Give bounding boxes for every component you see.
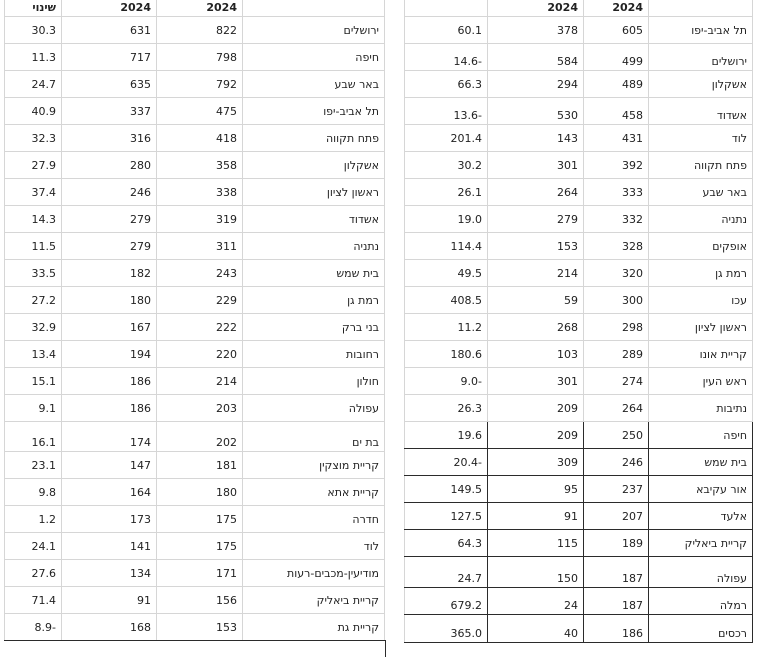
city-name-cell: קריית אונו xyxy=(649,341,753,367)
value-cell: 320 xyxy=(584,260,649,286)
table-row xyxy=(404,125,753,152)
change-cell: 23.1 xyxy=(4,452,62,478)
city-name-cell: לוד xyxy=(243,533,385,559)
value-cell: 141 xyxy=(62,533,157,559)
table-row xyxy=(404,368,753,395)
change-cell: 27.9 xyxy=(4,152,62,178)
value-cell: 156 xyxy=(157,587,243,613)
left-data-table xyxy=(4,0,385,641)
header-cell: 2024 xyxy=(62,0,157,16)
change-cell: 27.2 xyxy=(4,287,62,313)
table-row xyxy=(404,503,753,530)
table-row xyxy=(4,44,385,71)
city-name-cell: בית שמש xyxy=(649,449,753,475)
city-name-cell: ראשון לציון xyxy=(649,314,753,340)
city-name-cell: חיפה xyxy=(649,422,753,448)
table-row xyxy=(4,479,385,506)
header-cell: 2024 xyxy=(584,0,649,16)
change-cell: 30.3 xyxy=(4,17,62,43)
value-cell: 717 xyxy=(62,44,157,70)
value-cell: 207 xyxy=(584,503,649,529)
left-table-side-border xyxy=(385,640,386,657)
table-row xyxy=(404,287,753,314)
city-name-cell: אור עקיבא xyxy=(649,476,753,502)
table-row xyxy=(404,17,753,44)
value-cell: 309 xyxy=(488,449,584,475)
value-cell: 246 xyxy=(62,179,157,205)
table-row xyxy=(404,179,753,206)
value-cell: 180 xyxy=(62,287,157,313)
value-cell: 220 xyxy=(157,341,243,367)
city-name-cell: קריית ביאליק xyxy=(243,587,385,613)
city-name-cell: קריית גת xyxy=(243,614,385,640)
value-cell: 489 xyxy=(584,71,649,97)
city-name-cell: תל אביב-יפו xyxy=(243,98,385,124)
header-cell xyxy=(243,0,385,16)
table-row xyxy=(4,422,385,452)
change-cell: 408.5 xyxy=(404,287,488,313)
city-name-cell: בת ים xyxy=(243,422,385,451)
value-cell: 203 xyxy=(157,395,243,421)
change-cell: 9.0- xyxy=(404,368,488,394)
city-name-cell: אשדוד xyxy=(243,206,385,232)
value-cell: 338 xyxy=(157,179,243,205)
city-name-cell: חדרה xyxy=(243,506,385,532)
table-row xyxy=(4,560,385,587)
value-cell: 168 xyxy=(62,614,157,640)
value-cell: 332 xyxy=(584,206,649,232)
value-cell: 316 xyxy=(62,125,157,151)
value-cell: 294 xyxy=(488,71,584,97)
table-row xyxy=(4,368,385,395)
value-cell: 95 xyxy=(488,476,584,502)
change-cell: 71.4 xyxy=(4,587,62,613)
table-row xyxy=(404,71,753,98)
change-cell: 37.4 xyxy=(4,179,62,205)
city-name-cell: מודיעין-מכבים-רעות xyxy=(243,560,385,586)
value-cell: 189 xyxy=(584,530,649,556)
value-cell: 175 xyxy=(157,533,243,559)
table-row xyxy=(4,341,385,368)
value-cell: 222 xyxy=(157,314,243,340)
city-name-cell: קריית מוצקין xyxy=(243,452,385,478)
change-cell: 64.3 xyxy=(404,530,488,556)
table-row xyxy=(4,17,385,44)
city-name-cell: אשקלון xyxy=(243,152,385,178)
table-row xyxy=(404,341,753,368)
table-row xyxy=(4,314,385,341)
header-cell: 2024 xyxy=(488,0,584,16)
change-cell: 49.5 xyxy=(404,260,488,286)
city-name-cell: עפולה xyxy=(243,395,385,421)
value-cell: 59 xyxy=(488,287,584,313)
value-cell: 194 xyxy=(62,341,157,367)
value-cell: 431 xyxy=(584,125,649,151)
value-cell: 499 xyxy=(584,44,649,70)
value-cell: 378 xyxy=(488,17,584,43)
value-cell: 181 xyxy=(157,452,243,478)
change-cell: 20.4- xyxy=(404,449,488,475)
table-row xyxy=(404,152,753,179)
city-name-cell: לוד xyxy=(649,125,753,151)
change-cell: 11.2 xyxy=(404,314,488,340)
value-cell: 264 xyxy=(488,179,584,205)
city-name-cell: בית שמש xyxy=(243,260,385,286)
city-name-cell: נתניה xyxy=(243,233,385,259)
city-name-cell: נתניה xyxy=(649,206,753,232)
change-cell: 40.9 xyxy=(4,98,62,124)
table-row xyxy=(404,314,753,341)
value-cell: 301 xyxy=(488,368,584,394)
value-cell: 182 xyxy=(62,260,157,286)
value-cell: 358 xyxy=(157,152,243,178)
table-row xyxy=(404,260,753,287)
change-cell: 15.1 xyxy=(4,368,62,394)
value-cell: 164 xyxy=(62,479,157,505)
value-cell: 792 xyxy=(157,71,243,97)
header-cell xyxy=(649,0,753,16)
change-cell: 33.5 xyxy=(4,260,62,286)
table-row xyxy=(4,587,385,614)
city-name-cell: אשקלון xyxy=(649,71,753,97)
change-cell: 27.6 xyxy=(4,560,62,586)
value-cell: 822 xyxy=(157,17,243,43)
change-cell: 26.3 xyxy=(404,395,488,421)
value-cell: 300 xyxy=(584,287,649,313)
table-row xyxy=(4,506,385,533)
value-cell: 173 xyxy=(62,506,157,532)
change-cell: 1.2 xyxy=(4,506,62,532)
value-cell: 279 xyxy=(62,233,157,259)
city-name-cell: חיפה xyxy=(243,44,385,70)
city-name-cell: באר שבע xyxy=(649,179,753,205)
value-cell: 298 xyxy=(584,314,649,340)
value-cell: 175 xyxy=(157,506,243,532)
header-cell xyxy=(404,0,488,16)
table-row xyxy=(404,395,753,422)
change-cell: 149.5 xyxy=(404,476,488,502)
city-name-cell: ירושלים xyxy=(649,44,753,70)
right-data-table xyxy=(404,0,753,643)
value-cell: 214 xyxy=(488,260,584,286)
table-row xyxy=(4,233,385,260)
value-cell: 187 xyxy=(584,557,649,587)
table-row xyxy=(404,98,753,125)
city-name-cell: חולון xyxy=(243,368,385,394)
value-cell: 209 xyxy=(488,422,584,448)
value-cell: 150 xyxy=(488,557,584,587)
city-name-cell: תל אביב-יפו xyxy=(649,17,753,43)
table-row xyxy=(4,71,385,98)
value-cell: 186 xyxy=(62,395,157,421)
change-cell: 24.7 xyxy=(4,71,62,97)
value-cell: 475 xyxy=(157,98,243,124)
value-cell: 91 xyxy=(488,503,584,529)
table-row xyxy=(404,476,753,503)
value-cell: 153 xyxy=(488,233,584,259)
value-cell: 289 xyxy=(584,341,649,367)
value-cell: 209 xyxy=(488,395,584,421)
table-row xyxy=(404,422,753,449)
change-cell: 14.6- xyxy=(404,44,488,70)
value-cell: 186 xyxy=(62,368,157,394)
city-name-cell: אשדוד xyxy=(649,98,753,124)
change-cell: 24.1 xyxy=(4,533,62,559)
value-cell: 186 xyxy=(584,615,649,642)
change-cell: 365.0 xyxy=(404,615,488,642)
value-cell: 337 xyxy=(62,98,157,124)
value-cell: 246 xyxy=(584,449,649,475)
value-cell: 229 xyxy=(157,287,243,313)
change-cell: 127.5 xyxy=(404,503,488,529)
city-name-cell: רמת גן xyxy=(649,260,753,286)
table-header-row xyxy=(404,0,753,17)
change-cell: 9.1 xyxy=(4,395,62,421)
change-cell: 8.9- xyxy=(4,614,62,640)
value-cell: 115 xyxy=(488,530,584,556)
change-cell: 11.3 xyxy=(4,44,62,70)
change-cell: 66.3 xyxy=(404,71,488,97)
value-cell: 91 xyxy=(62,587,157,613)
change-cell: 16.1 xyxy=(4,422,62,451)
value-cell: 274 xyxy=(584,368,649,394)
city-name-cell: בני ברק xyxy=(243,314,385,340)
change-cell: 13.6- xyxy=(404,98,488,124)
table-row xyxy=(4,287,385,314)
change-cell: 114.4 xyxy=(404,233,488,259)
value-cell: 392 xyxy=(584,152,649,178)
city-name-cell: פתח תקווה xyxy=(243,125,385,151)
city-name-cell: ראשון לציון xyxy=(243,179,385,205)
table-row xyxy=(404,588,753,615)
value-cell: 301 xyxy=(488,152,584,178)
value-cell: 268 xyxy=(488,314,584,340)
value-cell: 418 xyxy=(157,125,243,151)
value-cell: 605 xyxy=(584,17,649,43)
change-cell: 30.2 xyxy=(404,152,488,178)
value-cell: 174 xyxy=(62,422,157,451)
change-cell: 32.9 xyxy=(4,314,62,340)
change-cell: 679.2 xyxy=(404,588,488,614)
value-cell: 40 xyxy=(488,615,584,642)
city-name-cell: באר שבע xyxy=(243,71,385,97)
city-name-cell: קריית אתא xyxy=(243,479,385,505)
change-cell: 201.4 xyxy=(404,125,488,151)
change-cell: 14.3 xyxy=(4,206,62,232)
change-cell: 11.5 xyxy=(4,233,62,259)
change-cell: 9.8 xyxy=(4,479,62,505)
value-cell: 143 xyxy=(488,125,584,151)
city-name-cell: ראש העין xyxy=(649,368,753,394)
value-cell: 24 xyxy=(488,588,584,614)
value-cell: 328 xyxy=(584,233,649,259)
value-cell: 635 xyxy=(62,71,157,97)
city-name-cell: עכו xyxy=(649,287,753,313)
table-row xyxy=(4,395,385,422)
city-name-cell: רכסים xyxy=(649,615,753,642)
change-cell: 32.3 xyxy=(4,125,62,151)
value-cell: 264 xyxy=(584,395,649,421)
value-cell: 134 xyxy=(62,560,157,586)
city-name-cell: רחובות xyxy=(243,341,385,367)
value-cell: 631 xyxy=(62,17,157,43)
value-cell: 202 xyxy=(157,422,243,451)
table-row xyxy=(404,44,753,71)
table-row xyxy=(4,206,385,233)
change-cell: 24.7 xyxy=(404,557,488,587)
city-name-cell: קריית ביאליק xyxy=(649,530,753,556)
table-row xyxy=(404,206,753,233)
value-cell: 279 xyxy=(62,206,157,232)
table-row xyxy=(404,615,753,643)
value-cell: 311 xyxy=(157,233,243,259)
city-name-cell: ירושלים xyxy=(243,17,385,43)
value-cell: 214 xyxy=(157,368,243,394)
value-cell: 147 xyxy=(62,452,157,478)
header-cell: 2024 xyxy=(157,0,243,16)
value-cell: 584 xyxy=(488,44,584,70)
table-row xyxy=(4,152,385,179)
header-cell: שינוי xyxy=(4,0,62,16)
value-cell: 530 xyxy=(488,98,584,124)
city-name-cell: פתח תקווה xyxy=(649,152,753,178)
value-cell: 798 xyxy=(157,44,243,70)
change-cell: 26.1 xyxy=(404,179,488,205)
city-name-cell: עפולה xyxy=(649,557,753,587)
change-cell: 19.6 xyxy=(404,422,488,448)
table-header-row xyxy=(4,0,385,17)
city-name-cell: רמת גן xyxy=(243,287,385,313)
table-row xyxy=(4,533,385,560)
table-row xyxy=(404,557,753,588)
value-cell: 187 xyxy=(584,588,649,614)
table-row xyxy=(4,260,385,287)
city-name-cell: רמלה xyxy=(649,588,753,614)
value-cell: 180 xyxy=(157,479,243,505)
city-name-cell: אלעד xyxy=(649,503,753,529)
table-row xyxy=(4,179,385,206)
change-cell: 180.6 xyxy=(404,341,488,367)
table-row xyxy=(4,125,385,152)
city-name-cell: נתיבות xyxy=(649,395,753,421)
value-cell: 237 xyxy=(584,476,649,502)
table-row xyxy=(404,449,753,476)
city-name-cell: אופקים xyxy=(649,233,753,259)
left-table-bottom-border xyxy=(4,640,386,641)
value-cell: 103 xyxy=(488,341,584,367)
table-row xyxy=(404,530,753,557)
change-cell: 19.0 xyxy=(404,206,488,232)
value-cell: 333 xyxy=(584,179,649,205)
change-cell: 13.4 xyxy=(4,341,62,367)
table-row xyxy=(4,452,385,479)
value-cell: 250 xyxy=(584,422,649,448)
change-cell: 60.1 xyxy=(404,17,488,43)
value-cell: 243 xyxy=(157,260,243,286)
value-cell: 153 xyxy=(157,614,243,640)
table-row xyxy=(4,614,385,641)
value-cell: 279 xyxy=(488,206,584,232)
table-row xyxy=(4,98,385,125)
value-cell: 319 xyxy=(157,206,243,232)
value-cell: 167 xyxy=(62,314,157,340)
value-cell: 280 xyxy=(62,152,157,178)
value-cell: 458 xyxy=(584,98,649,124)
value-cell: 171 xyxy=(157,560,243,586)
table-row xyxy=(404,233,753,260)
